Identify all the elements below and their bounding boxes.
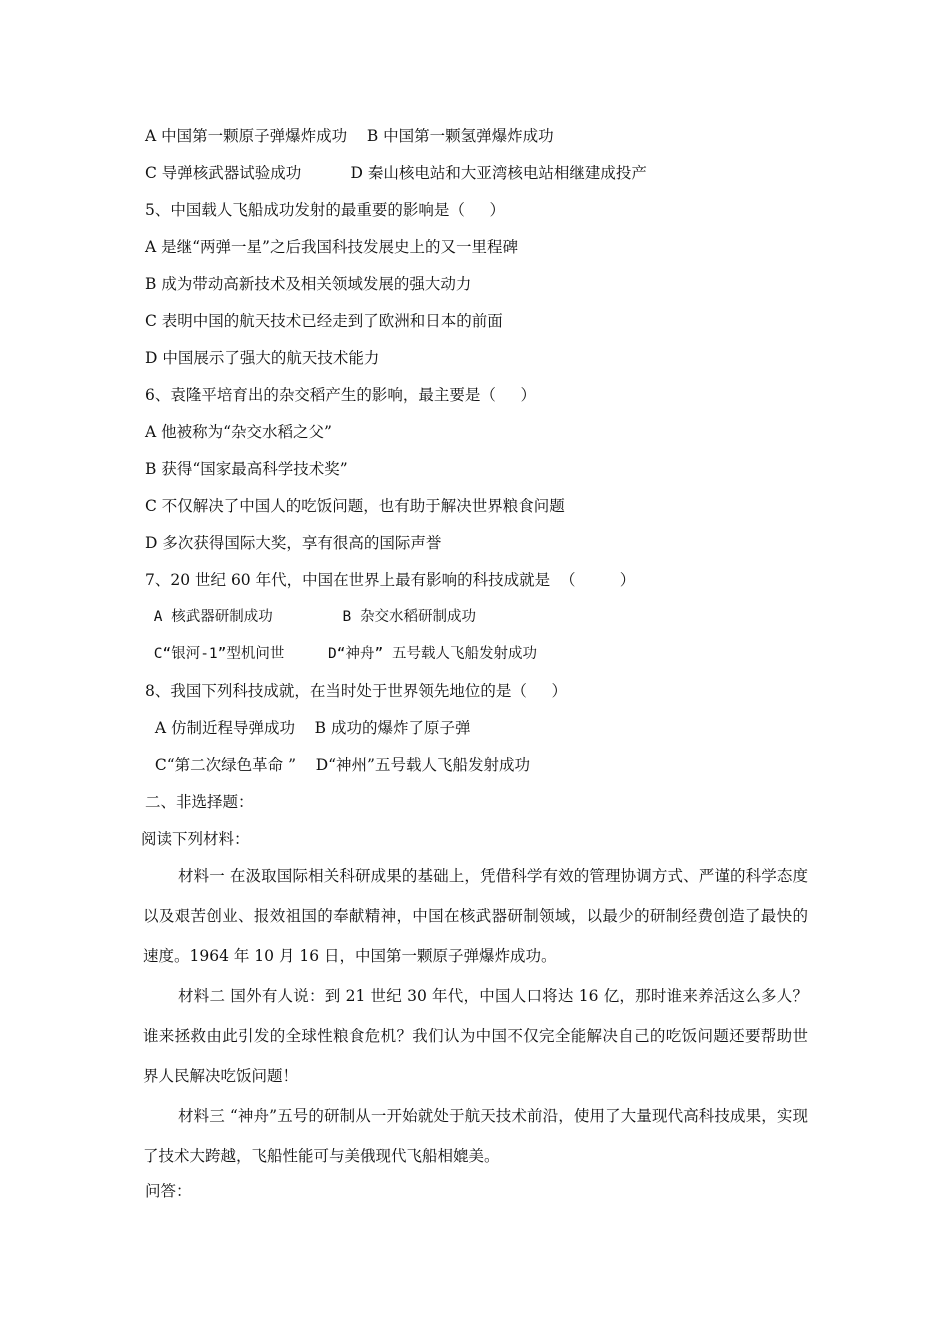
material-3: 材料三 “神舟”五号的研制从一开始就处于航天技术前沿，使用了大量现代高科技成果，实现了技术大跨越，飞船性能可与美俄现代飞船相媲美。 <box>143 1107 808 1165</box>
q7-options-line-2: C“银河-1”型机问世 D“神舟” 五号载人飞船发射成功 <box>145 646 537 662</box>
q7-stem: 7、20 世纪 60 年代，中国在世界上最有影响的科技成就是 （ ） <box>145 571 636 589</box>
q5-option-a: A 是继“两弹一星”之后我国科技发展史上的又一里程碑 <box>145 238 518 256</box>
q4-options-line-2: C 导弹核武器试验成功 D 秦山核电站和大亚湾核电站相继建成投产 <box>145 164 647 182</box>
q6-option-b: B 获得“国家最高科学技术奖” <box>145 460 348 478</box>
q6-stem: 6、袁隆平培育出的杂交稻产生的影响，最主要是（ ） <box>145 386 536 404</box>
q5-stem: 5、中国载人飞船成功发射的最重要的影响是（ ） <box>145 201 505 219</box>
question-label: 问答： <box>145 1182 192 1200</box>
section-heading: 二、非选择题： <box>145 793 254 811</box>
q6-option-c: C 不仅解决了中国人的吃饭问题，也有助于解决世界粮食问题 <box>145 497 565 515</box>
q6-option-a: A 他被称为“杂交水稻之父” <box>145 423 332 441</box>
q7-options-line-1: A 核武器研制成功 B 杂交水稻研制成功 <box>145 609 476 625</box>
reading-intro: 阅读下列材料： <box>141 830 250 848</box>
q8-stem: 8、我国下列科技成就，在当时处于世界领先地位的是（ ） <box>145 682 567 700</box>
q5-option-c: C 表明中国的航天技术已经走到了欧洲和日本的前面 <box>145 312 503 330</box>
material-2: 材料二 国外有人说：到 21 世纪 30 年代，中国人口将达 16 亿，那时谁来养活这么多人？谁来拯救由此引发的全球性粮食危机？我们认为中国不仅完全能解决自己的吃饭问题还要帮助世界人民解决吃饭问题！ <box>143 987 808 1085</box>
q6-option-d: D 多次获得国际大奖，享有很高的国际声誉 <box>145 534 442 552</box>
q8-options-line-1: A 仿制近程导弹成功 B 成功的爆炸了原子弹 <box>145 719 471 737</box>
q5-option-d: D 中国展示了强大的航天技术能力 <box>145 349 380 367</box>
q8-options-line-2: C“第二次绿色革命 ” D“神州”五号载人飞船发射成功 <box>145 756 530 774</box>
q5-option-b: B 成为带动高新技术及相关领域发展的强大动力 <box>145 275 472 293</box>
q4-options-line-1: A 中国第一颗原子弹爆炸成功 B 中国第一颗氢弹爆炸成功 <box>145 127 554 145</box>
material-1: 材料一 在汲取国际相关科研成果的基础上，凭借科学有效的管理协调方式、严谨的科学态度以及艰苦创业、报效祖国的奉献精神，中国在核武器研制领域，以最少的研制经费创造了最快的速度。1964 年 10 月 16 日，中国第一颗原子弹爆炸成功。 <box>143 867 808 965</box>
